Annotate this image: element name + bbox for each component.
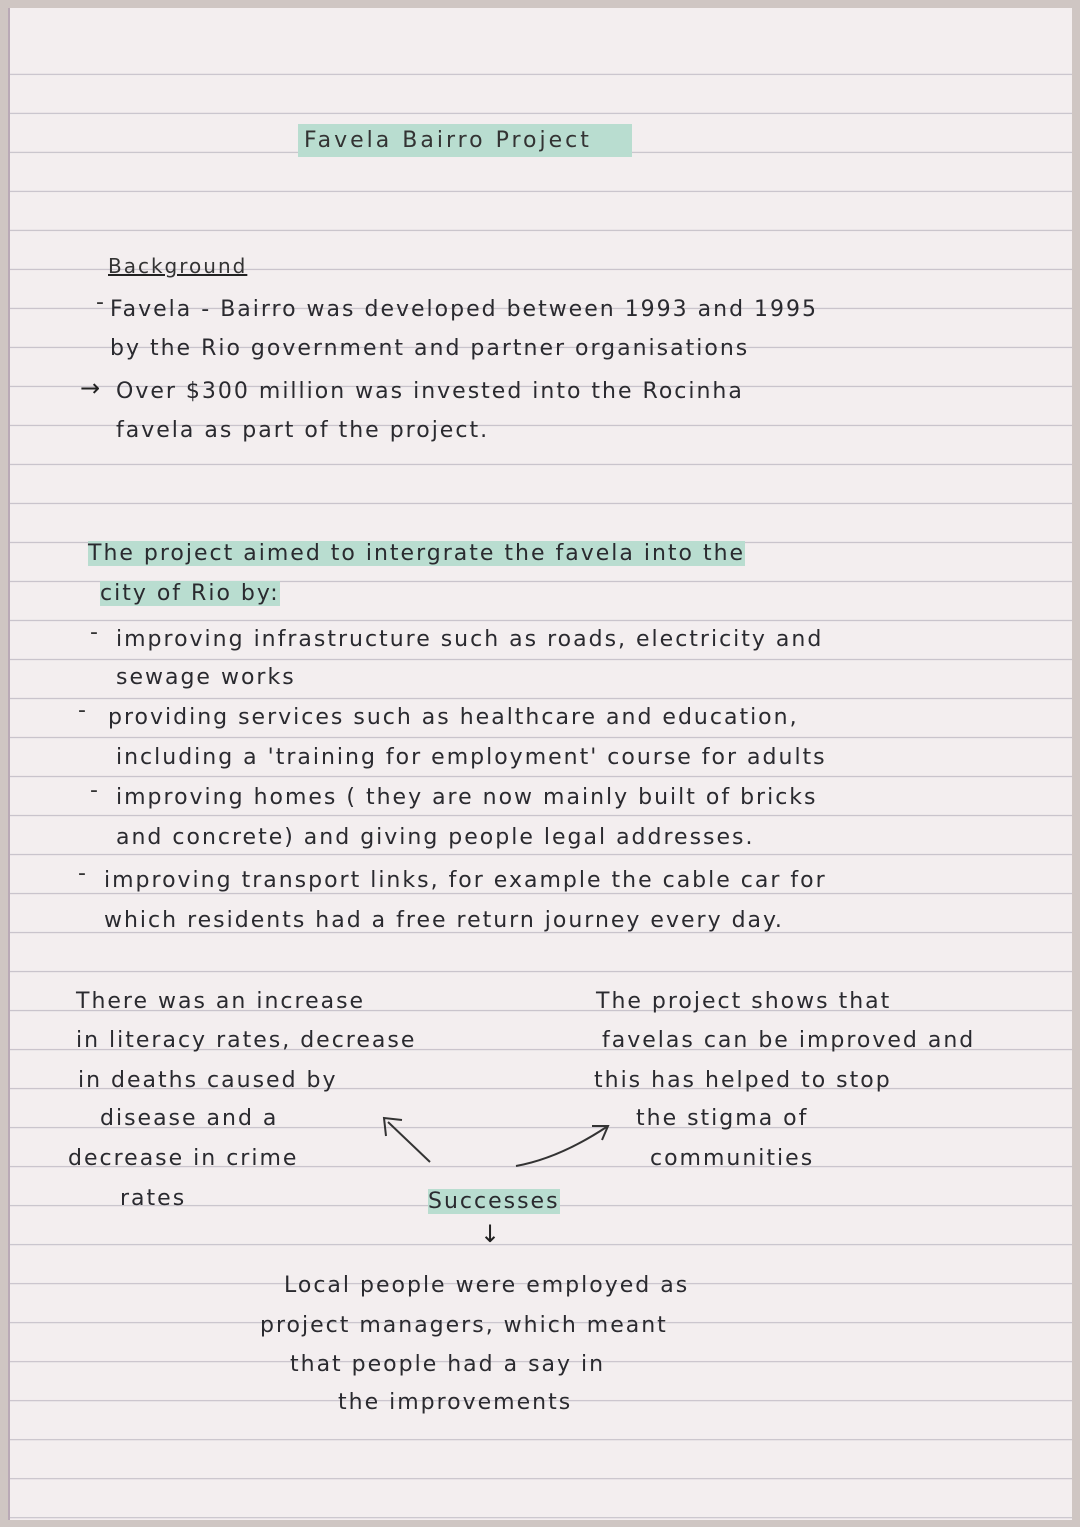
page-title: Favela Bairro Project [298, 128, 632, 153]
bullet-marker: - [90, 620, 98, 645]
notebook-page [8, 8, 1072, 1520]
left-success-line: in deaths caused by [78, 1068, 338, 1093]
bottom-success-line: that people had a say in [290, 1352, 606, 1377]
right-success-line: this has helped to stop [594, 1068, 892, 1093]
background-heading: Background [108, 254, 248, 278]
arrow-right-icon: → [80, 374, 101, 402]
dash-marker: - [96, 290, 104, 315]
right-success-line: communities [650, 1146, 815, 1171]
left-success-line: rates [120, 1186, 187, 1211]
aims-intro-line: The project aimed to intergrate the favela into the [88, 541, 746, 566]
background-line: Favela - Bairro was developed between 1993 and 1995 [110, 297, 819, 322]
aim-bullet-line: sewage works [116, 665, 296, 690]
left-success-line: decrease in crime [68, 1146, 299, 1171]
bottom-success-line: project managers, which meant [260, 1313, 668, 1338]
arrow-down-icon: ↓ [480, 1220, 501, 1248]
left-success-line: disease and a [100, 1106, 279, 1131]
bottom-success-line: the improvements [338, 1390, 573, 1415]
aim-bullet-line: providing services such as healthcare and education, [108, 705, 799, 730]
left-success-line: in literacy rates, decrease [76, 1028, 417, 1053]
aim-bullet-line: which residents had a free return journey every day. [104, 908, 784, 933]
arrow-up-left-icon [368, 1108, 438, 1168]
left-success-line: There was an increase [76, 989, 366, 1014]
page-margin [8, 8, 10, 1520]
right-success-line: favelas can be improved and [602, 1028, 976, 1053]
background-line: favela as part of the project. [116, 418, 490, 443]
right-success-line: the stigma of [636, 1106, 809, 1131]
bullet-marker: - [78, 698, 86, 723]
right-success-line: The project shows that [596, 989, 892, 1014]
background-line: by the Rio government and partner organisations [110, 336, 750, 361]
background-line: Over $300 million was invested into the Rocinha [116, 379, 744, 404]
arrow-up-right-icon [508, 1114, 618, 1174]
aim-bullet-line: including a 'training for employment' course for adults [116, 745, 827, 770]
successes-label: Successes [428, 1189, 560, 1214]
aims-intro-line: city of Rio by: [100, 581, 280, 606]
aim-bullet-line: improving transport links, for example the cable car for [104, 868, 827, 893]
aim-bullet-line: improving homes ( they are now mainly built of bricks [116, 785, 818, 810]
bullet-marker: - [90, 778, 98, 803]
bottom-success-line: Local people were employed as [284, 1273, 690, 1298]
aim-bullet-line: improving infrastructure such as roads, electricity and [116, 627, 824, 652]
aim-bullet-line: and concrete) and giving people legal addresses. [116, 825, 755, 850]
bullet-marker: - [78, 861, 86, 886]
